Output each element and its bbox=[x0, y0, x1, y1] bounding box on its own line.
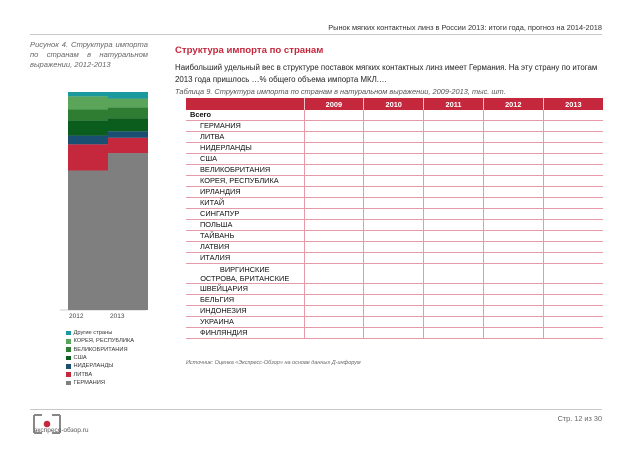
table-row bbox=[186, 317, 603, 328]
value-cell bbox=[364, 110, 424, 121]
value-cell bbox=[483, 143, 543, 154]
value-cell bbox=[424, 231, 484, 242]
value-cell bbox=[364, 187, 424, 198]
value-cell bbox=[483, 121, 543, 132]
row-label-country: ЛИТВА bbox=[186, 132, 304, 143]
row-label-country: ГЕРМАНИЯ bbox=[186, 121, 304, 132]
value-cell bbox=[483, 306, 543, 317]
table-row bbox=[186, 187, 603, 198]
header-year: 2009 bbox=[304, 98, 364, 110]
value-cell bbox=[483, 253, 543, 264]
value-cell bbox=[543, 110, 603, 121]
table-row bbox=[186, 121, 603, 132]
value-cell bbox=[543, 176, 603, 187]
value-cell bbox=[424, 242, 484, 253]
value-cell bbox=[304, 110, 364, 121]
table-row-total bbox=[186, 110, 603, 121]
import-structure-chart bbox=[30, 88, 148, 318]
table-row bbox=[186, 176, 603, 187]
value-cell bbox=[424, 143, 484, 154]
value-cell bbox=[304, 242, 364, 253]
value-cell bbox=[543, 284, 603, 295]
legend-swatch bbox=[66, 364, 71, 369]
value-cell bbox=[424, 154, 484, 165]
page-number: Стр. 12 из 30 bbox=[557, 414, 602, 423]
table-row bbox=[186, 284, 603, 295]
footer-divider bbox=[30, 409, 602, 410]
value-cell bbox=[543, 132, 603, 143]
value-cell bbox=[364, 253, 424, 264]
value-cell bbox=[424, 264, 484, 284]
value-cell bbox=[483, 187, 543, 198]
bar-segment bbox=[68, 109, 108, 120]
value-cell bbox=[304, 306, 364, 317]
value-cell bbox=[543, 187, 603, 198]
value-cell bbox=[483, 231, 543, 242]
value-cell bbox=[483, 176, 543, 187]
value-cell bbox=[304, 264, 364, 284]
header-divider bbox=[30, 34, 602, 35]
value-cell bbox=[364, 198, 424, 209]
logo bbox=[30, 413, 89, 435]
value-cell bbox=[543, 242, 603, 253]
row-label-country: НИДЕРЛАНДЫ bbox=[186, 143, 304, 154]
legend-item bbox=[66, 370, 134, 378]
header-country-cell bbox=[186, 98, 304, 110]
legend-item bbox=[66, 346, 134, 354]
value-cell bbox=[424, 121, 484, 132]
bar-segment bbox=[108, 131, 148, 138]
value-cell bbox=[304, 295, 364, 306]
row-label-total: Всего bbox=[186, 110, 304, 121]
x-tick-2013: 2013 bbox=[110, 313, 125, 320]
value-cell bbox=[483, 264, 543, 284]
value-cell bbox=[483, 328, 543, 339]
x-tick-2012: 2012 bbox=[69, 313, 84, 320]
figure-caption: Рисунок 4. Структура импорта по странам в натуральном выражении, 2012-2013 bbox=[30, 40, 148, 70]
legend-label: НИДЕРЛАНДЫ bbox=[73, 363, 114, 370]
value-cell bbox=[364, 176, 424, 187]
bar-segment bbox=[68, 120, 108, 135]
value-cell bbox=[364, 165, 424, 176]
table-row bbox=[186, 231, 603, 242]
value-cell bbox=[364, 242, 424, 253]
row-label-country: ЛАТВИЯ bbox=[186, 242, 304, 253]
value-cell bbox=[543, 154, 603, 165]
legend-swatch bbox=[66, 372, 71, 377]
bar-segment bbox=[108, 99, 148, 108]
table-row bbox=[186, 328, 603, 339]
legend-item bbox=[66, 362, 134, 370]
value-cell bbox=[424, 306, 484, 317]
value-cell bbox=[543, 209, 603, 220]
legend-swatch bbox=[66, 381, 71, 386]
stacked-bar-chart-svg bbox=[30, 88, 148, 318]
table-header-row bbox=[186, 98, 603, 110]
header-year: 2013 bbox=[543, 98, 603, 110]
value-cell bbox=[483, 209, 543, 220]
row-label-country: ПОЛЬША bbox=[186, 220, 304, 231]
import-by-country-table bbox=[186, 98, 603, 339]
bar-segment bbox=[68, 136, 108, 145]
table-caption: Таблица 9. Структура импорта по странам в натуральном выражении, 2009-2013, тыс. шт. bbox=[175, 87, 506, 96]
legend-item bbox=[66, 329, 134, 337]
value-cell bbox=[424, 187, 484, 198]
row-label-country: КОРЕЯ, РЕСПУБЛИКА bbox=[186, 176, 304, 187]
value-cell bbox=[364, 295, 424, 306]
value-cell bbox=[364, 143, 424, 154]
value-cell bbox=[483, 242, 543, 253]
value-cell bbox=[424, 284, 484, 295]
row-label-country: СИНГАПУР bbox=[186, 209, 304, 220]
value-cell bbox=[543, 328, 603, 339]
value-cell bbox=[304, 253, 364, 264]
table-row bbox=[186, 264, 603, 284]
value-cell bbox=[483, 154, 543, 165]
bar-segment bbox=[108, 92, 148, 99]
value-cell bbox=[304, 284, 364, 295]
row-label-country: ИНДОНЕЗИЯ bbox=[186, 306, 304, 317]
value-cell bbox=[424, 253, 484, 264]
value-cell bbox=[304, 209, 364, 220]
value-cell bbox=[483, 220, 543, 231]
bar-segment bbox=[108, 153, 148, 310]
value-cell bbox=[483, 110, 543, 121]
row-label-country: УКРАИНА bbox=[186, 317, 304, 328]
value-cell bbox=[424, 328, 484, 339]
table-row bbox=[186, 132, 603, 143]
value-cell bbox=[543, 220, 603, 231]
value-cell bbox=[304, 220, 364, 231]
value-cell bbox=[364, 328, 424, 339]
legend-item bbox=[66, 354, 134, 362]
row-label-line: ВИРГИНСКИЕ bbox=[219, 264, 270, 274]
bar-segment bbox=[68, 170, 108, 310]
value-cell bbox=[424, 198, 484, 209]
value-cell bbox=[543, 253, 603, 264]
legend-swatch bbox=[66, 356, 71, 361]
row-label-country: ТАЙВАНЬ bbox=[186, 231, 304, 242]
value-cell bbox=[483, 284, 543, 295]
row-label-country: ИРЛАНДИЯ bbox=[186, 187, 304, 198]
header-year: 2012 bbox=[483, 98, 543, 110]
value-cell bbox=[364, 121, 424, 132]
value-cell bbox=[304, 143, 364, 154]
row-label-country bbox=[186, 264, 304, 284]
bar-segment bbox=[68, 144, 108, 170]
value-cell bbox=[543, 306, 603, 317]
value-cell bbox=[543, 121, 603, 132]
value-cell bbox=[483, 317, 543, 328]
row-label-country: ФИНЛЯНДИЯ bbox=[186, 328, 304, 339]
table-row bbox=[186, 306, 603, 317]
value-cell bbox=[304, 187, 364, 198]
row-label-country: БЕЛЬГИЯ bbox=[186, 295, 304, 306]
row-label-line: ОСТРОВА, БРИТАНСКИЕ bbox=[200, 273, 290, 283]
value-cell bbox=[304, 154, 364, 165]
value-cell bbox=[424, 220, 484, 231]
value-cell bbox=[424, 165, 484, 176]
legend-label: Другие страны bbox=[73, 330, 113, 337]
legend-label: ВЕЛИКОБРИТАНИЯ bbox=[73, 346, 128, 353]
table-row bbox=[186, 165, 603, 176]
value-cell bbox=[424, 317, 484, 328]
table-row bbox=[186, 253, 603, 264]
value-cell bbox=[424, 110, 484, 121]
value-cell bbox=[304, 121, 364, 132]
header-year: 2011 bbox=[424, 98, 484, 110]
value-cell bbox=[483, 198, 543, 209]
value-cell bbox=[364, 317, 424, 328]
legend-swatch bbox=[66, 331, 71, 336]
value-cell bbox=[364, 306, 424, 317]
value-cell bbox=[543, 317, 603, 328]
value-cell bbox=[304, 165, 364, 176]
value-cell bbox=[304, 132, 364, 143]
value-cell bbox=[483, 165, 543, 176]
value-cell bbox=[483, 132, 543, 143]
value-cell bbox=[364, 231, 424, 242]
value-cell bbox=[424, 132, 484, 143]
legend-item bbox=[66, 379, 134, 387]
row-label-country: ИТАЛИЯ bbox=[186, 253, 304, 264]
value-cell bbox=[364, 284, 424, 295]
value-cell bbox=[424, 176, 484, 187]
table-row bbox=[186, 143, 603, 154]
legend-label: КОРЕЯ, РЕСПУБЛИКА bbox=[73, 338, 135, 345]
bar-segment bbox=[68, 96, 108, 109]
value-cell bbox=[543, 143, 603, 154]
intro-paragraph: Наибольший удельный вес в структуре поставок мягких контактных линз имеет Германия. На эту страну по итогам 2013 года пришлось …% общего объема импорта МКЛ.… bbox=[175, 63, 598, 84]
row-label-country: КИТАЙ bbox=[186, 198, 304, 209]
legend-label: ГЕРМАНИЯ bbox=[73, 379, 105, 386]
value-cell bbox=[304, 198, 364, 209]
legend-swatch bbox=[66, 339, 71, 344]
source-note: Источник: Оценка «Экспресс-Обзор» на основе данных Д-инфорум bbox=[186, 360, 361, 366]
value-cell bbox=[543, 198, 603, 209]
logo-text: экспресс-обзор.ru bbox=[34, 426, 89, 434]
value-cell bbox=[364, 220, 424, 231]
row-label-country: ШВЕЙЦАРИЯ bbox=[186, 284, 304, 295]
table-row bbox=[186, 154, 603, 165]
table-row bbox=[186, 209, 603, 220]
value-cell bbox=[424, 209, 484, 220]
bar-segment bbox=[108, 138, 148, 153]
value-cell bbox=[304, 231, 364, 242]
value-cell bbox=[483, 295, 543, 306]
legend-label: США bbox=[73, 355, 87, 362]
value-cell bbox=[543, 264, 603, 284]
running-header: Рынок мягких контактных линз в России 2013: итоги года, прогноз на 2014-2018 bbox=[328, 23, 602, 32]
value-cell bbox=[364, 209, 424, 220]
table-row bbox=[186, 295, 603, 306]
value-cell bbox=[304, 328, 364, 339]
value-cell bbox=[364, 154, 424, 165]
bar-segment bbox=[108, 107, 148, 118]
row-label-country: ВЕЛИКОБРИТАНИЯ bbox=[186, 165, 304, 176]
header-year: 2010 bbox=[364, 98, 424, 110]
table-row bbox=[186, 198, 603, 209]
section-title: Структура импорта по странам bbox=[175, 45, 324, 56]
row-label-country: США bbox=[186, 154, 304, 165]
value-cell bbox=[364, 264, 424, 284]
table-row bbox=[186, 242, 603, 253]
bar-segment bbox=[108, 118, 148, 131]
value-cell bbox=[304, 176, 364, 187]
chart-legend bbox=[66, 329, 134, 387]
bar-segment bbox=[68, 92, 108, 96]
value-cell bbox=[304, 317, 364, 328]
value-cell bbox=[424, 295, 484, 306]
legend-swatch bbox=[66, 347, 71, 352]
legend-label: ЛИТВА bbox=[73, 371, 93, 378]
value-cell bbox=[364, 132, 424, 143]
legend-item bbox=[66, 337, 134, 345]
value-cell bbox=[543, 165, 603, 176]
value-cell bbox=[543, 231, 603, 242]
value-cell bbox=[543, 295, 603, 306]
table-row bbox=[186, 220, 603, 231]
